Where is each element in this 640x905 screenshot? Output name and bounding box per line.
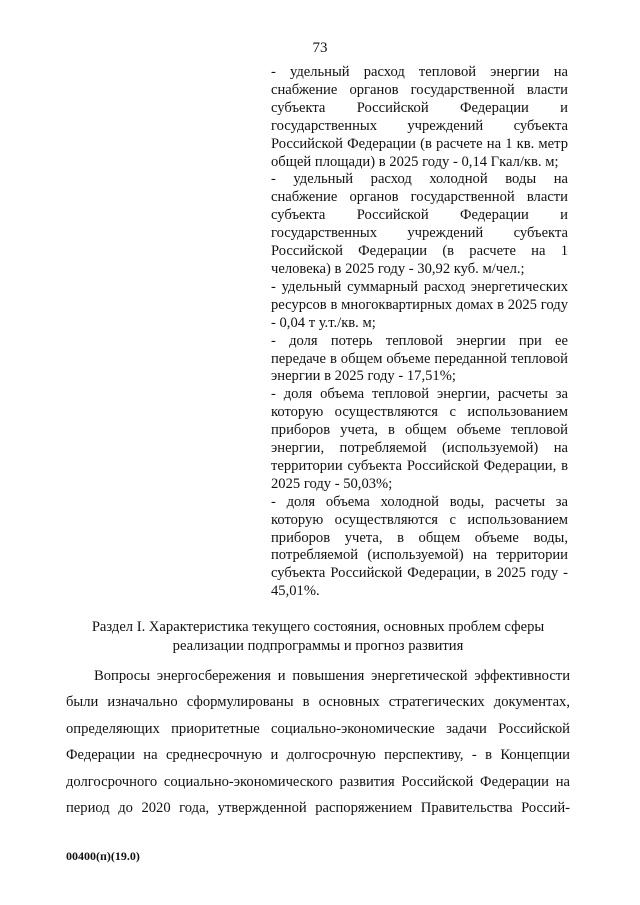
section-heading: Раздел I. Характеристика текущего состояния, основных проблем сферы реализации подпрограммы и прогноз развития <box>91 619 545 654</box>
document-code: 00400(п)(19.0) <box>66 849 140 863</box>
indicator-item: - удельный расход холодной воды на снабжение органов государственной власти субъекта Российской Федерации и государственных учреждений субъекта Российской Федерации (в расчете на 1 человека) в 2025 году - 30,92 куб. м/чел.; <box>271 171 568 277</box>
indicator-list <box>271 64 568 601</box>
indicator-item: - доля потерь тепловой энергии при ее передаче в общем объеме переданной тепловой энергии в 2025 году - 17,51%; <box>271 332 568 385</box>
indicator-item: - удельный расход тепловой энергии на снабжение органов государственной власти субъекта Российской Федерации и государственных учреждений субъекта Российской Федерации (в расчете на 1 кв. метр общей площади) в 2025 году - 0,14 Гкал/кв. м; <box>271 64 568 170</box>
page-number: 73 <box>312 40 328 56</box>
body-paragraph: Вопросы энергосбережения и повышения энергетической эффективности были изначально сформулированы в основных стратегических документах, определяющих приоритетные социально-экономические задачи Российской Федерации на среднесрочную и долгосрочную перспективу, - в Концепции долгосрочного социально-экономического развития Российской Федерации на период до 2020 года, утвержденной распоряжением Правительства Россий- <box>66 668 570 817</box>
indicator-item: - доля объема холодной воды, расчеты за которую осуществляются с использованием приборов учета, в общем объеме воды, потребляемой (используемой) на территории субъекта Российской Федерации, в 2025 году - 45,01%. <box>271 493 568 600</box>
indicator-item: - удельный суммарный расход энергетических ресурсов в многоквартирных домах в 2025 году - 0,04 т у.т./кв. м; <box>271 278 568 331</box>
indicator-item: - доля объема тепловой энергии, расчеты за которую осуществляются с использованием приборов учета, в общем объеме тепловой энергии, потребляемой (используемой) на территории субъекта Российской Федерации, в 2025 году - 50,03%; <box>271 386 568 492</box>
